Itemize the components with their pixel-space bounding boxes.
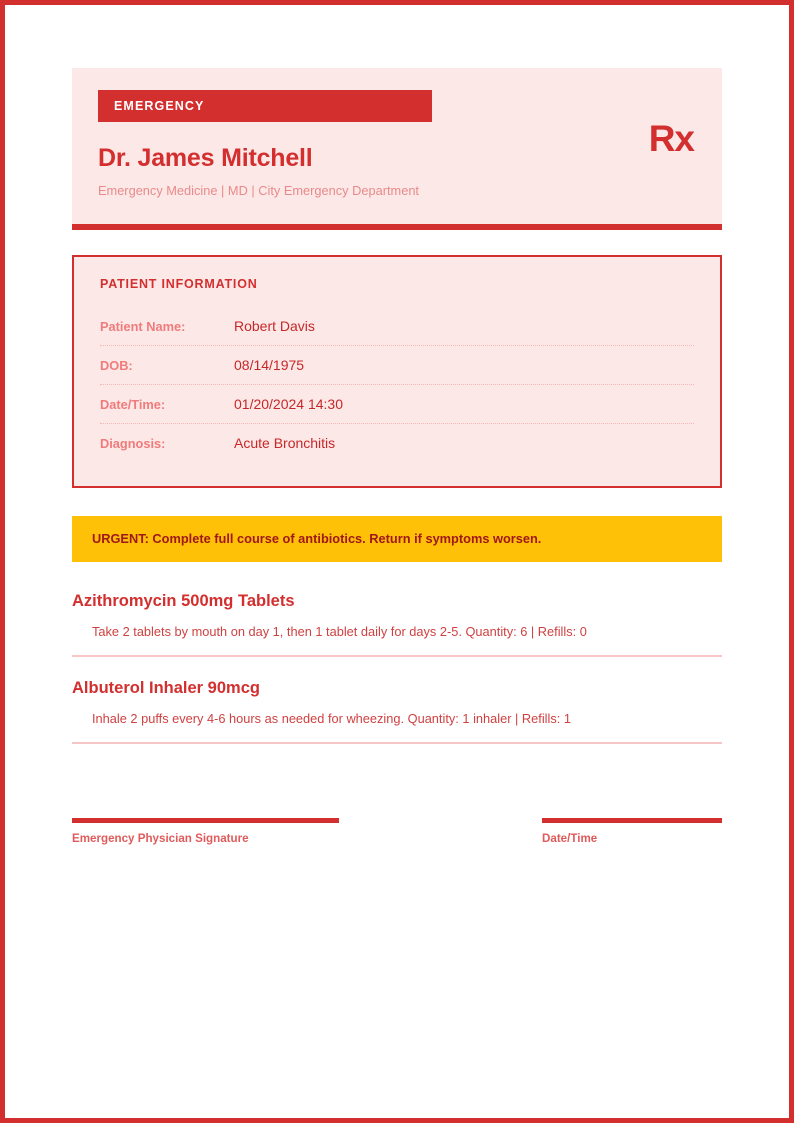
medication-item — [72, 679, 722, 744]
patient-datetime-value: 01/20/2024 14:30 — [234, 396, 343, 412]
rx-icon: Rx — [648, 118, 694, 159]
physician-signature-line — [72, 818, 339, 823]
patient-name-value: Robert Davis — [234, 318, 315, 334]
doctor-credentials: Emergency Medicine | MD | City Emergency Department — [98, 183, 419, 198]
medication-name: Albuterol Inhaler 90mcg — [72, 679, 260, 697]
medication-instructions: Inhale 2 puffs every 4-6 hours as needed for wheezing. Quantity: 1 inhaler | Refills: 1 — [92, 711, 571, 726]
patient-row-diagnosis — [100, 424, 694, 462]
medication-name: Azithromycin 500mg Tablets — [72, 592, 295, 610]
urgent-notice-banner: URGENT: Complete full course of antibiotics. Return if symptoms worsen. — [72, 516, 722, 562]
medication-instructions: Take 2 tablets by mouth on day 1, then 1 tablet daily for days 2-5. Quantity: 6 | Refills: 0 — [92, 624, 587, 639]
datetime-signature-block — [542, 818, 722, 845]
patient-diagnosis-label: Diagnosis: — [100, 436, 166, 451]
patient-datetime-label: Date/Time: — [100, 397, 166, 412]
page-content — [5, 5, 789, 845]
patient-name-label: Patient Name: — [100, 319, 186, 334]
medication-list — [72, 592, 722, 744]
signature-section — [72, 818, 722, 845]
prescription-header — [72, 68, 722, 230]
patient-information-title: PATIENT INFORMATION — [100, 277, 258, 291]
datetime-signature-label: Date/Time — [542, 832, 598, 845]
patient-information-box — [72, 255, 722, 488]
physician-signature-label: Emergency Physician Signature — [72, 832, 249, 845]
patient-row-datetime — [100, 385, 694, 424]
patient-dob-value: 08/14/1975 — [234, 357, 305, 373]
patient-dob-label: DOB: — [100, 358, 133, 373]
patient-row-name — [100, 307, 694, 346]
doctor-name: Dr. James Mitchell — [98, 144, 313, 172]
emergency-badge: EMERGENCY — [98, 90, 432, 122]
datetime-signature-line — [542, 818, 722, 823]
patient-diagnosis-value: Acute Bronchitis — [234, 435, 336, 451]
medication-item — [72, 592, 722, 657]
patient-row-dob — [100, 346, 694, 385]
physician-signature-block — [72, 818, 339, 845]
